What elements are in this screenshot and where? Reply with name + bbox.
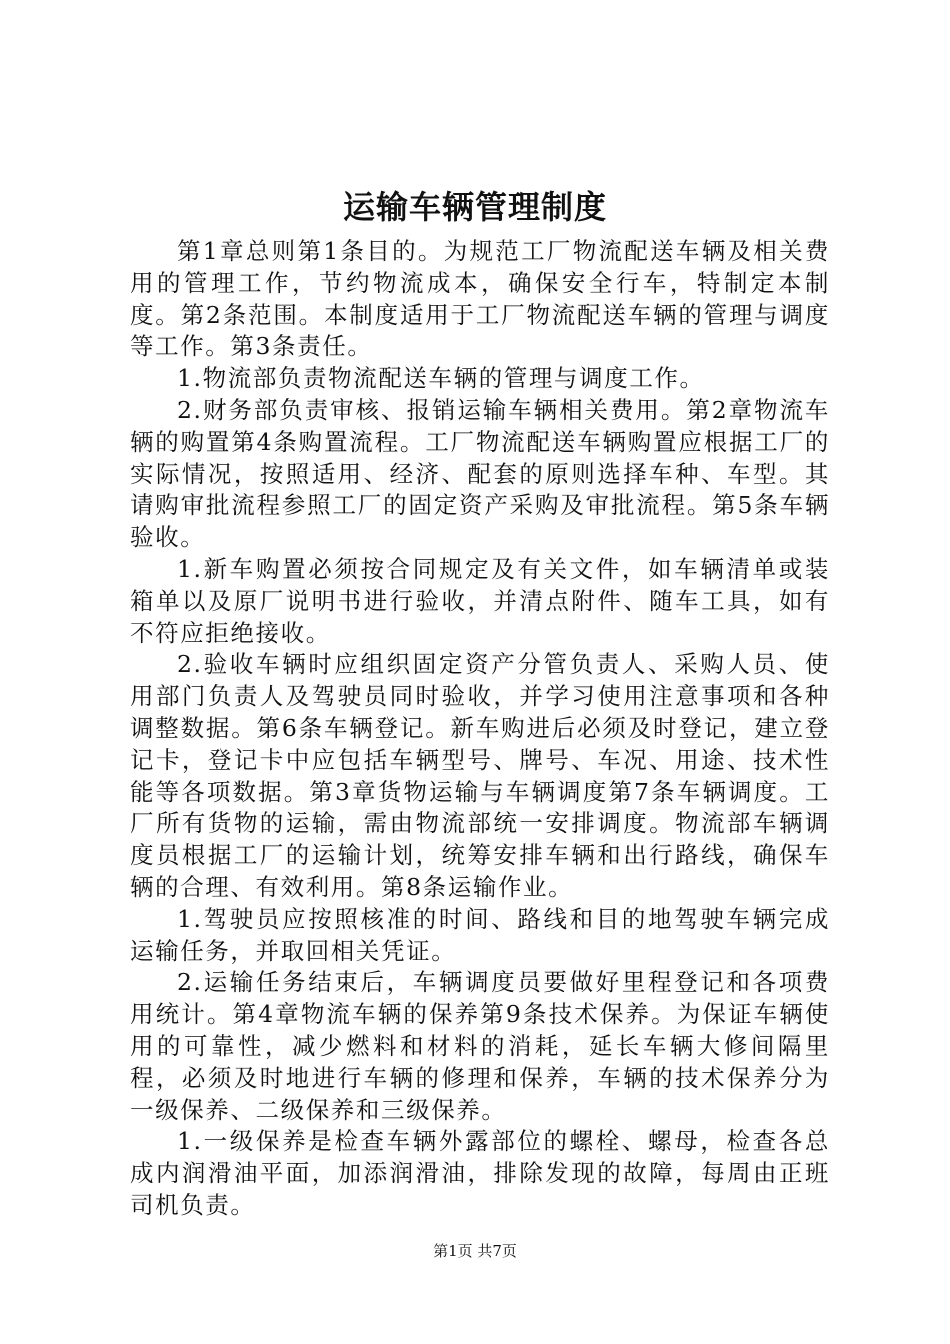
page-footer: 第1页 共7页: [433, 1242, 517, 1260]
paragraph: 1.驾驶员应按照核准的时间、路线和目的地驾驶车辆完成运输任务，并取回相关凭证。: [130, 904, 830, 965]
paragraph: 1.物流部负责物流配送车辆的管理与调度工作。: [177, 364, 705, 393]
paragraph: 2.运输任务结束后，车辆调度员要做好里程登记和各项费用统计。第4章物流车辆的保养第9条技术保养。为保证车辆使用的可靠性，减少燃料和材料的消耗，延长车辆大修间隔里程，必须及时地进行车辆的修理和保养，车辆的技术保养分为一级保养、二级保养和三级保养。: [130, 968, 830, 1124]
paragraph: 2.财务部负责审核、报销运输车辆相关费用。第2章物流车辆的购置第4条购置流程。工厂物流配送车辆购置应根据工厂的实际情况，按照适用、经济、配套的原则选择车种、车型。其请购审批流程参照工厂的固定资产采购及审批流程。第5条车辆验收。: [130, 395, 830, 552]
document-body: [130, 236, 830, 1222]
paragraph: 1.一级保养是检查车辆外露部位的螺栓、螺母，检查各总成内润滑油平面，加添润滑油，排除发现的故障，每周由正班司机负责。: [130, 1127, 830, 1219]
document-title: 运输车辆管理制度: [342, 188, 607, 226]
paragraph: 第1章总则第1条目的。为规范工厂物流配送车辆及相关费用的管理工作，节约物流成本，确保安全行车，特制定本制度。第2条范围。本制度适用于工厂物流配送车辆的管理与调度等工作。第3条责任。: [130, 237, 830, 361]
paragraph: 2.验收车辆时应组织固定资产分管负责人、采购人员、使用部门负责人及驾驶员同时验收，并学习使用注意事项和各种调整数据。第6条车辆登记。新车购进后必须及时登记，建立登记卡，登记卡中应包括车辆型号、牌号、车况、用途、技术性能等各项数据。第3章货物运输与车辆调度第7条车辆调度。工厂所有货物的运输，需由物流部统一安排调度。物流部车辆调度员根据工厂的运输计划，统筹安排车辆和出行路线，确保车辆的合理、有效利用。第8条运输作业。: [130, 650, 830, 901]
paragraph: 1.新车购置必须按合同规定及有关文件，如车辆清单或装箱单以及原厂说明书进行验收，并清点附件、随车工具，如有不符应拒绝接收。: [130, 554, 830, 647]
